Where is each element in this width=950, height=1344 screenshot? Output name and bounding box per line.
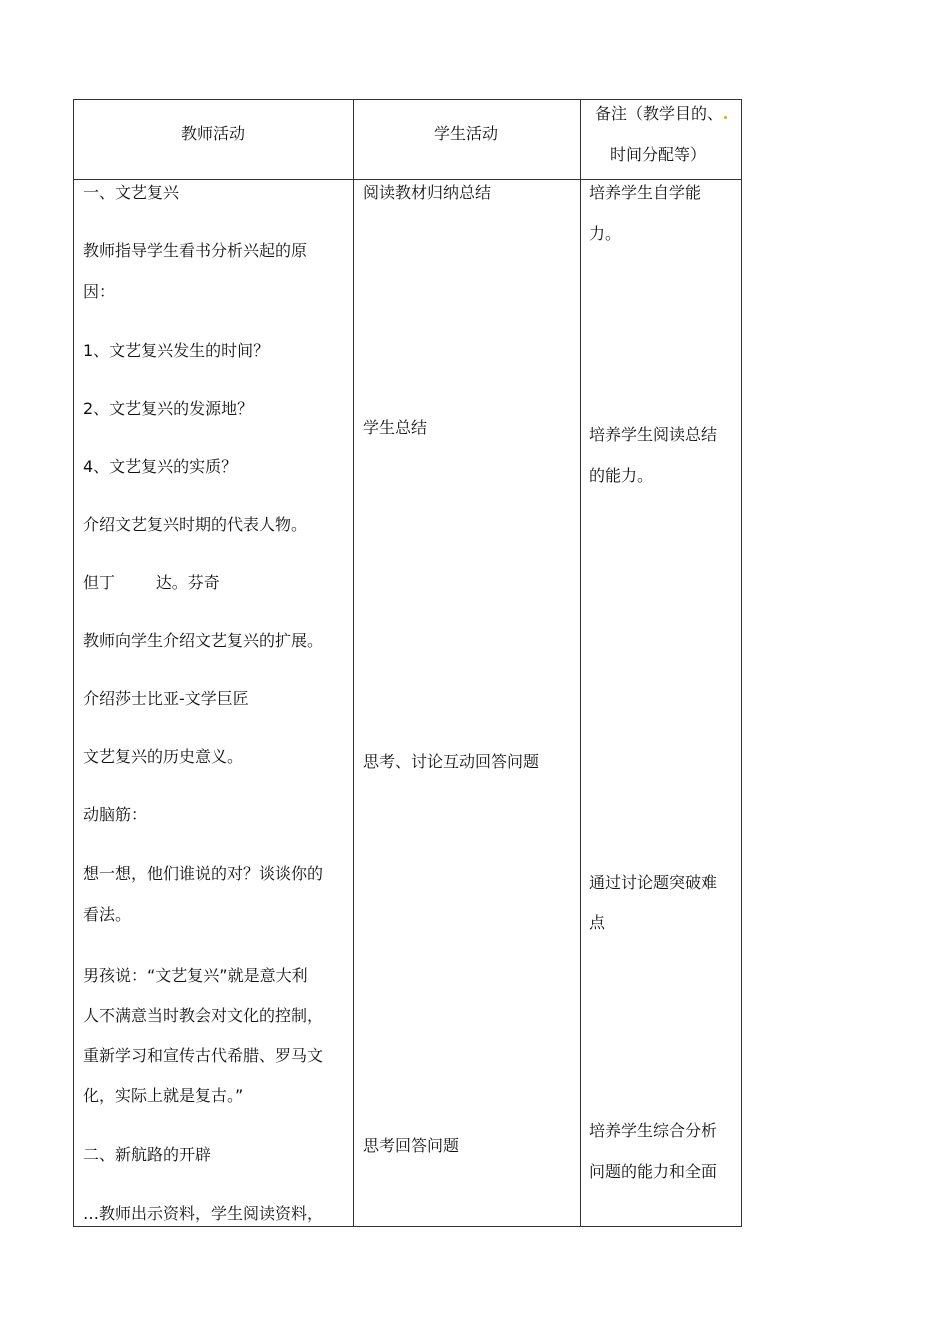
teacher-line: 动脑筋： bbox=[83, 805, 148, 824]
column-divider bbox=[580, 100, 581, 1226]
student-line: 阅读教材归纳总结 bbox=[363, 183, 492, 202]
teacher-line: 人不满意当时教会对文化的控制， bbox=[83, 1006, 324, 1025]
teacher-line: 看法。 bbox=[83, 905, 132, 924]
teacher-line: 介绍莎士比亚-文学巨匠 bbox=[83, 689, 249, 708]
teacher-line: 介绍文艺复兴时期的代表人物。 bbox=[83, 515, 308, 534]
teacher-line: 教师指导学生看书分析兴起的原 bbox=[83, 241, 308, 260]
teacher-line: 一、文艺复兴 bbox=[83, 183, 180, 202]
teacher-line: 重新学习和宣传古代希腊、罗马文 bbox=[83, 1046, 324, 1065]
teacher-line: 文艺复兴的历史意义。 bbox=[83, 747, 244, 766]
teacher-line: 二、新航路的开辟 bbox=[83, 1145, 212, 1164]
decorative-dot bbox=[724, 116, 727, 119]
notes-line: 力。 bbox=[589, 224, 622, 243]
teacher-line: 2、文艺复兴的发源地？ bbox=[83, 399, 254, 418]
teacher-line: 男孩说：“文艺复兴”就是意大利 bbox=[83, 966, 308, 985]
teacher-line: 化，实际上就是复古。” bbox=[83, 1086, 244, 1105]
student-line: 学生总结 bbox=[363, 418, 428, 437]
teacher-line: …教师出示资料，学生阅读资料， bbox=[83, 1204, 324, 1223]
header-divider bbox=[74, 179, 741, 180]
notes-line: 通过讨论题突破难 bbox=[589, 873, 718, 892]
teacher-line: 因： bbox=[83, 282, 116, 301]
student-line: 思考回答问题 bbox=[363, 1136, 460, 1155]
header-notes-line2: 时间分配等） bbox=[610, 145, 707, 164]
teacher-line: 4、文艺复兴的实质？ bbox=[83, 457, 238, 476]
notes-line: 培养学生综合分析 bbox=[589, 1121, 718, 1140]
notes-line: 培养学生自学能 bbox=[589, 183, 702, 202]
header-student-activity: 学生活动 bbox=[434, 124, 499, 143]
notes-line: 培养学生阅读总结 bbox=[589, 425, 718, 444]
column-divider bbox=[353, 100, 354, 1226]
notes-line: 的能力。 bbox=[589, 466, 654, 485]
teacher-line: 教师向学生介绍文艺复兴的扩展。 bbox=[83, 631, 324, 650]
student-line: 思考、讨论互动回答问题 bbox=[363, 752, 540, 771]
notes-line: 点 bbox=[589, 913, 606, 932]
teacher-line: 但丁 达。芬奇 bbox=[83, 573, 220, 592]
teacher-line: 1、文艺复兴发生的时间？ bbox=[83, 341, 270, 360]
teacher-line: 想一想，他们谁说的对？谈谈你的 bbox=[83, 864, 324, 883]
lesson-plan-table bbox=[73, 99, 742, 1227]
header-teacher-activity: 教师活动 bbox=[181, 124, 246, 143]
notes-line: 问题的能力和全面 bbox=[589, 1162, 718, 1181]
header-notes-line1: 备注（教学目的、 bbox=[595, 104, 728, 124]
